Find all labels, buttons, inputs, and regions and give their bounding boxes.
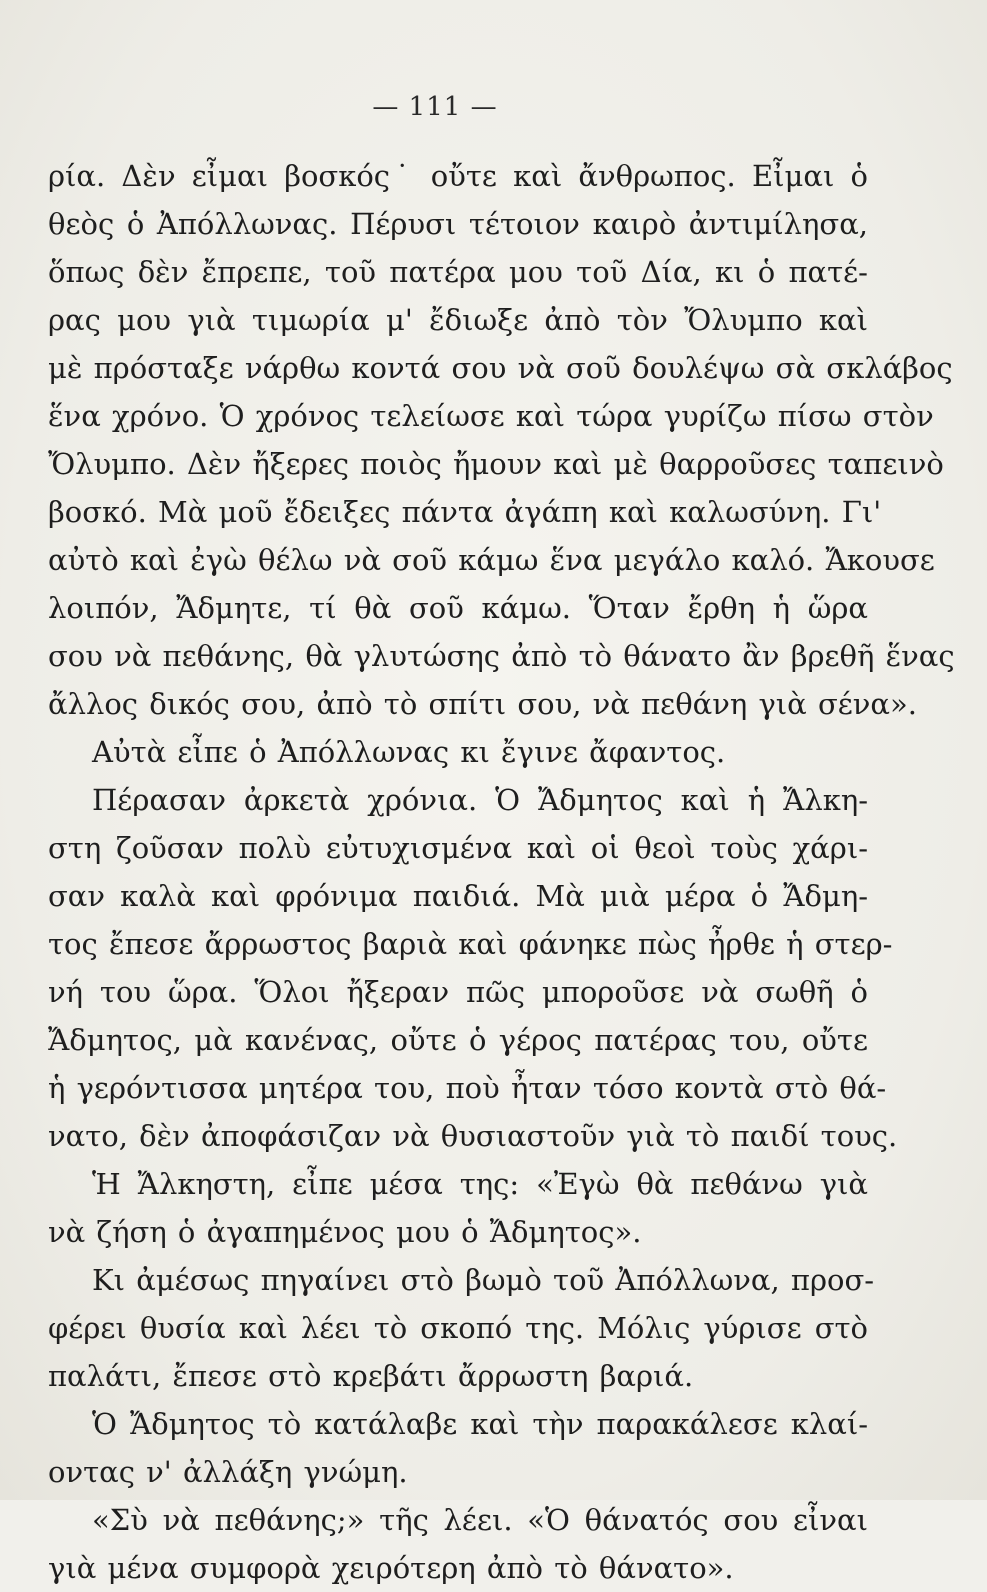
text-line: μὲ πρόσταξε νάρθω κοντά σου νὰ σοῦ δουλέψω σὰ σκλάβος — [48, 351, 953, 385]
text-line: νατο, δὲν ἀποφάσιζαν νὰ θυσιαστοῦν γιὰ τὸ παιδί τους. — [48, 1119, 898, 1153]
text-line: νή του ὥρα. Ὅλοι ἤξεραν πῶς μποροῦσε νὰ σωθῆ ὁ — [48, 975, 868, 1009]
text-line: ρας μου γιὰ τιμωρία μ' ἔδιωξε ἀπὸ τὸν Ὄλυμπο καὶ — [48, 303, 868, 337]
text-line: Ἄδμητος, μὰ κανένας, οὔτε ὁ γέρος πατέρας του, οὔτε — [48, 1023, 868, 1057]
text-line: «Σὺ νὰ πεθάνης;» τῆς λέει. «Ὁ θάνατός σου εἶναι — [92, 1503, 868, 1537]
text-line: στη ζοῦσαν πολὺ εὐτυχισμένα καὶ οἱ θεοὶ τοὺς χάρι- — [48, 831, 868, 865]
text-line: Ὁ Ἄδμητος τὸ κατάλαβε καὶ τὴν παρακάλεσε κλαί- — [92, 1407, 868, 1441]
text-line: ὅπως δὲν ἔπρεπε, τοῦ πατέρα μου τοῦ Δία, κι ὁ πατέ- — [48, 255, 868, 289]
text-line: Αὐτὰ εἶπε ὁ Ἀπόλλωνας κι ἔγινε ἄφαντος. — [92, 735, 726, 769]
text-line: γιὰ μένα συμφορὰ χειρότερη ἀπὸ τὸ θάνατο». — [48, 1551, 734, 1585]
text-line: οντας ν' ἀλλάξη γνώμη. — [48, 1455, 408, 1489]
text-line: τος ἔπεσε ἄρρωστος βαριὰ καὶ φάνηκε πὼς ἦρθε ἡ στερ- — [48, 927, 893, 961]
text-line: ἄλλος δικός σου, ἀπὸ τὸ σπίτι σου, νὰ πεθάνη γιὰ σένα». — [48, 687, 917, 721]
text-line: αὐτὸ καὶ ἐγὼ θέλω νὰ σοῦ κάμω ἕνα μεγάλο καλό. Ἄκουσε — [48, 543, 935, 577]
text-line: βοσκό. Μὰ μοῦ ἔδειξες πάντα ἀγάπη καὶ καλωσύνη. Γι' — [48, 495, 882, 529]
text-line: ἡ γερόντισσα μητέρα του, ποὺ ἦταν τόσο κοντὰ στὸ θά- — [48, 1071, 887, 1105]
text-line: νὰ ζήση ὁ ἀγαπημένος μου ὁ Ἄδμητος». — [48, 1215, 642, 1249]
text-line: Πέρασαν ἀρκετὰ χρόνια. Ὁ Ἄδμητος καὶ ἡ Ἄλκη- — [92, 783, 868, 817]
text-line: παλάτι, ἔπεσε στὸ κρεβάτι ἄρρωστη βαριά. — [48, 1359, 694, 1393]
body-text — [48, 152, 955, 1592]
text-line: λοιπόν, Ἄδμητε, τί θὰ σοῦ κάμω. Ὅταν ἔρθη ἡ ὥρα — [48, 591, 868, 625]
text-line: ἕνα χρόνο. Ὁ χρόνος τελείωσε καὶ τώρα γυρίζω πίσω στὸν — [48, 399, 934, 433]
text-line: θεὸς ὁ Ἀπόλλωνας. Πέρυσι τέτοιον καιρὸ ἀντιμίλησα, — [48, 207, 868, 241]
text-line: σου νὰ πεθάνης, θὰ γλυτώσης ἀπὸ τὸ θάνατο ἂν βρεθῆ ἕνας — [48, 639, 955, 673]
text-line: ρία. Δὲν εἶμαι βοσκός˙ οὔτε καὶ ἄνθρωπος. Εἶμαι ὁ — [48, 159, 868, 193]
text-line: Ὄλυμπο. Δὲν ἤξερες ποιὸς ἤμουν καὶ μὲ θαρροῦσες ταπεινὸ — [48, 447, 944, 481]
text-line: φέρει θυσία καὶ λέει τὸ σκοπό της. Μόλις γύρισε στὸ — [48, 1311, 868, 1345]
text-line: σαν καλὰ καὶ φρόνιμα παιδιά. Μὰ μιὰ μέρα ὁ Ἄδμη- — [48, 879, 868, 913]
text-line: Κι ἀμέσως πηγαίνει στὸ βωμὸ τοῦ Ἀπόλλωνα, προσ- — [92, 1263, 875, 1297]
page-number: — 111 — — [372, 92, 498, 122]
text-line: Ἡ Ἄλκηστη, εἶπε μέσα της: «Ἐγὼ θὰ πεθάνω γιὰ — [92, 1167, 868, 1201]
